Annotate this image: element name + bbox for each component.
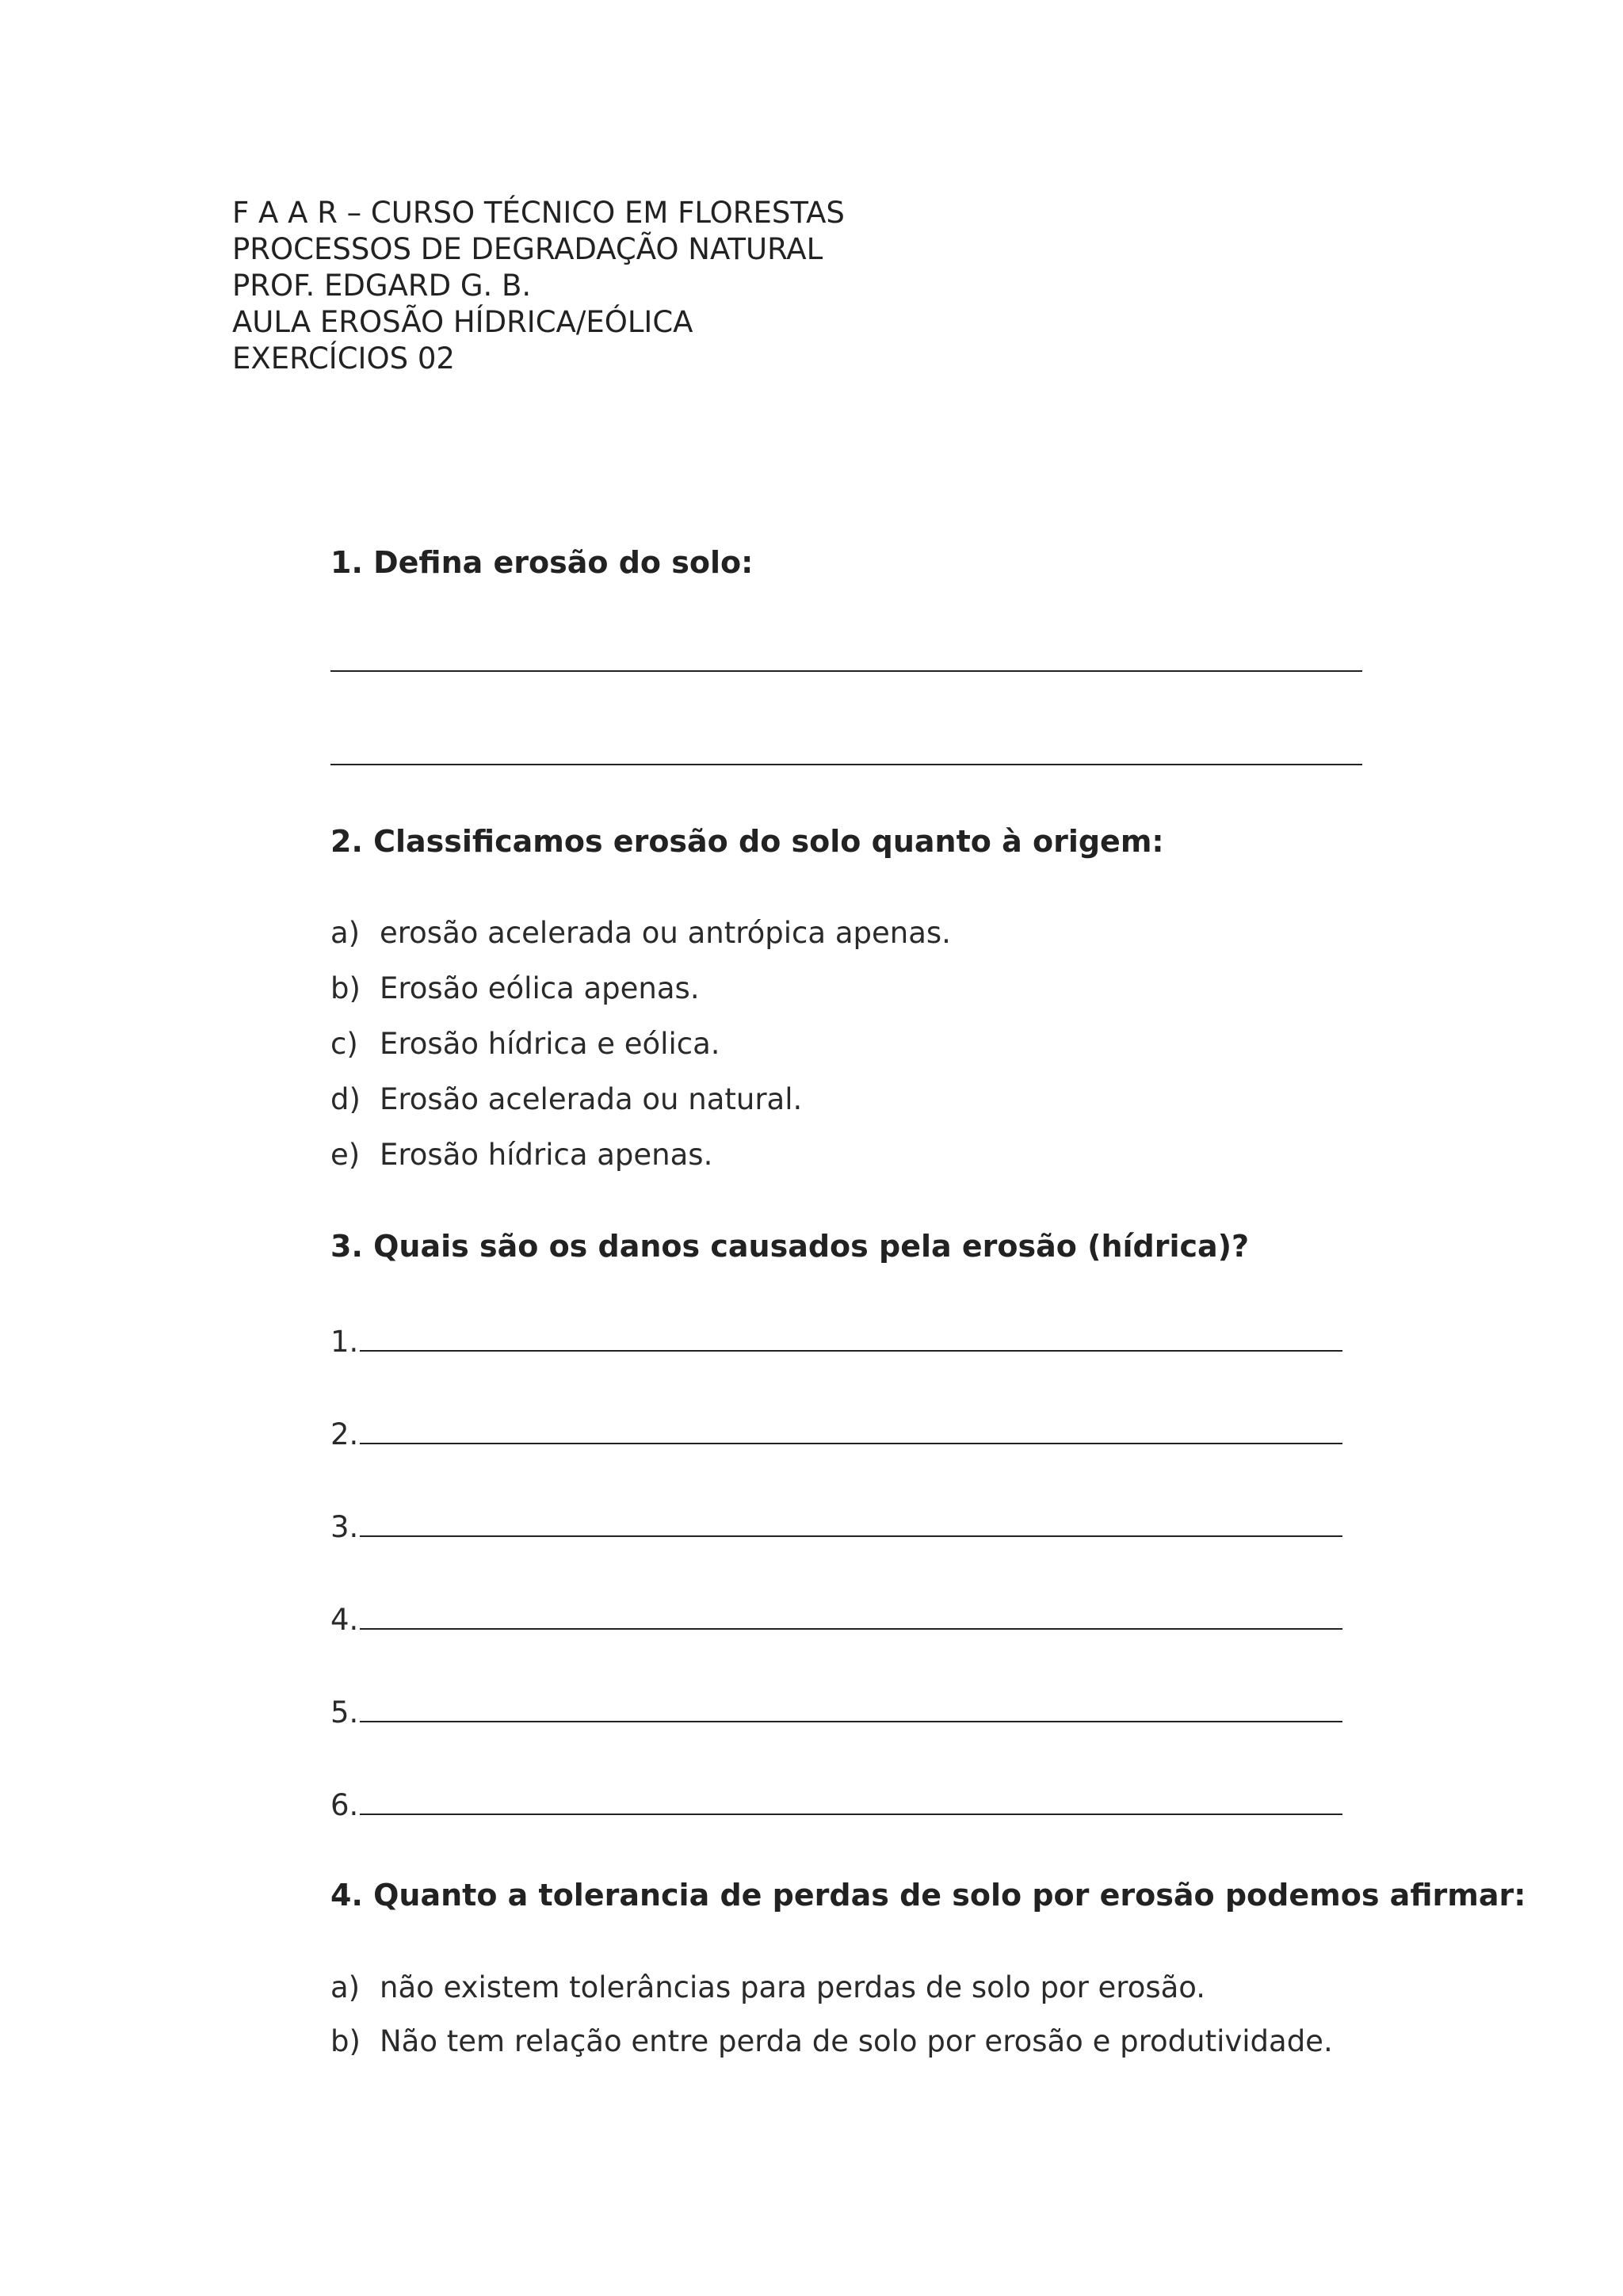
question-1-title: 1. Defina erosão do solo: — [330, 545, 754, 580]
line-number: 2. — [330, 1417, 359, 1451]
header-line-3: PROF. EDGARD G. B. — [232, 269, 532, 303]
question-3-title: 3. Quais são os danos causados pela erosão (hídrica)? — [330, 1229, 1250, 1264]
line-number: 4. — [330, 1603, 359, 1637]
option-letter: d) — [330, 1082, 361, 1116]
line-number: 6. — [330, 1788, 359, 1822]
q2-option-e — [330, 1138, 712, 1172]
line-number: 1. — [330, 1325, 359, 1359]
header-line-4: AULA EROSÃO HÍDRICA/EÓLICA — [232, 305, 693, 339]
answer-line[interactable] — [360, 1414, 1342, 1444]
line-number: 5. — [330, 1695, 359, 1730]
numbered-answer-3[interactable] — [330, 1507, 1342, 1544]
option-text: erosão acelerada ou antrópica apenas. — [380, 916, 951, 950]
numbered-answer-2[interactable] — [330, 1414, 1342, 1451]
document-header — [232, 195, 845, 377]
option-text: Erosão eólica apenas. — [380, 971, 700, 1005]
header-line-2: PROCESSOS DE DEGRADAÇÃO NATURAL — [232, 232, 823, 266]
q2-option-c — [330, 1027, 720, 1061]
numbered-answer-6[interactable] — [330, 1785, 1342, 1822]
option-letter: a) — [330, 1970, 361, 2004]
option-letter: c) — [330, 1027, 358, 1061]
header-line-1: F A A R – CURSO TÉCNICO EM FLORESTAS — [232, 196, 845, 230]
option-letter: b) — [330, 2024, 361, 2058]
option-text: Erosão hídrica e eólica. — [380, 1027, 720, 1061]
option-text: Não tem relação entre perda de solo por erosão e produtividade. — [380, 2024, 1333, 2058]
q4-option-b — [330, 2024, 1333, 2058]
option-letter: e) — [330, 1138, 361, 1172]
line-number: 3. — [330, 1510, 359, 1544]
option-letter: b) — [330, 971, 361, 1005]
answer-line[interactable] — [360, 1785, 1342, 1815]
answer-line[interactable] — [360, 1692, 1342, 1722]
numbered-answer-1[interactable] — [330, 1322, 1342, 1359]
q4-option-a — [330, 1970, 1205, 2004]
q2-option-a — [330, 916, 951, 950]
question-4-title: 4. Quanto a tolerancia de perdas de solo por erosão podemos afirmar: — [330, 1878, 1526, 1913]
answer-line[interactable] — [360, 1600, 1342, 1630]
header-line-5: EXERCÍCIOS 02 — [232, 341, 455, 376]
q2-option-b — [330, 971, 700, 1005]
answer-line-1[interactable] — [330, 670, 1362, 672]
option-text: não existem tolerâncias para perdas de solo por erosão. — [380, 1970, 1206, 2004]
option-text: Erosão acelerada ou natural. — [380, 1082, 803, 1116]
numbered-answer-4[interactable] — [330, 1600, 1342, 1637]
option-letter: a) — [330, 916, 361, 950]
answer-line[interactable] — [360, 1507, 1342, 1537]
answer-line[interactable] — [360, 1322, 1342, 1352]
option-text: Erosão hídrica apenas. — [380, 1138, 713, 1172]
question-2-title: 2. Classificamos erosão do solo quanto à origem: — [330, 824, 1164, 859]
numbered-answer-5[interactable] — [330, 1692, 1342, 1730]
q2-option-d — [330, 1082, 802, 1116]
answer-line-2[interactable] — [330, 764, 1362, 765]
